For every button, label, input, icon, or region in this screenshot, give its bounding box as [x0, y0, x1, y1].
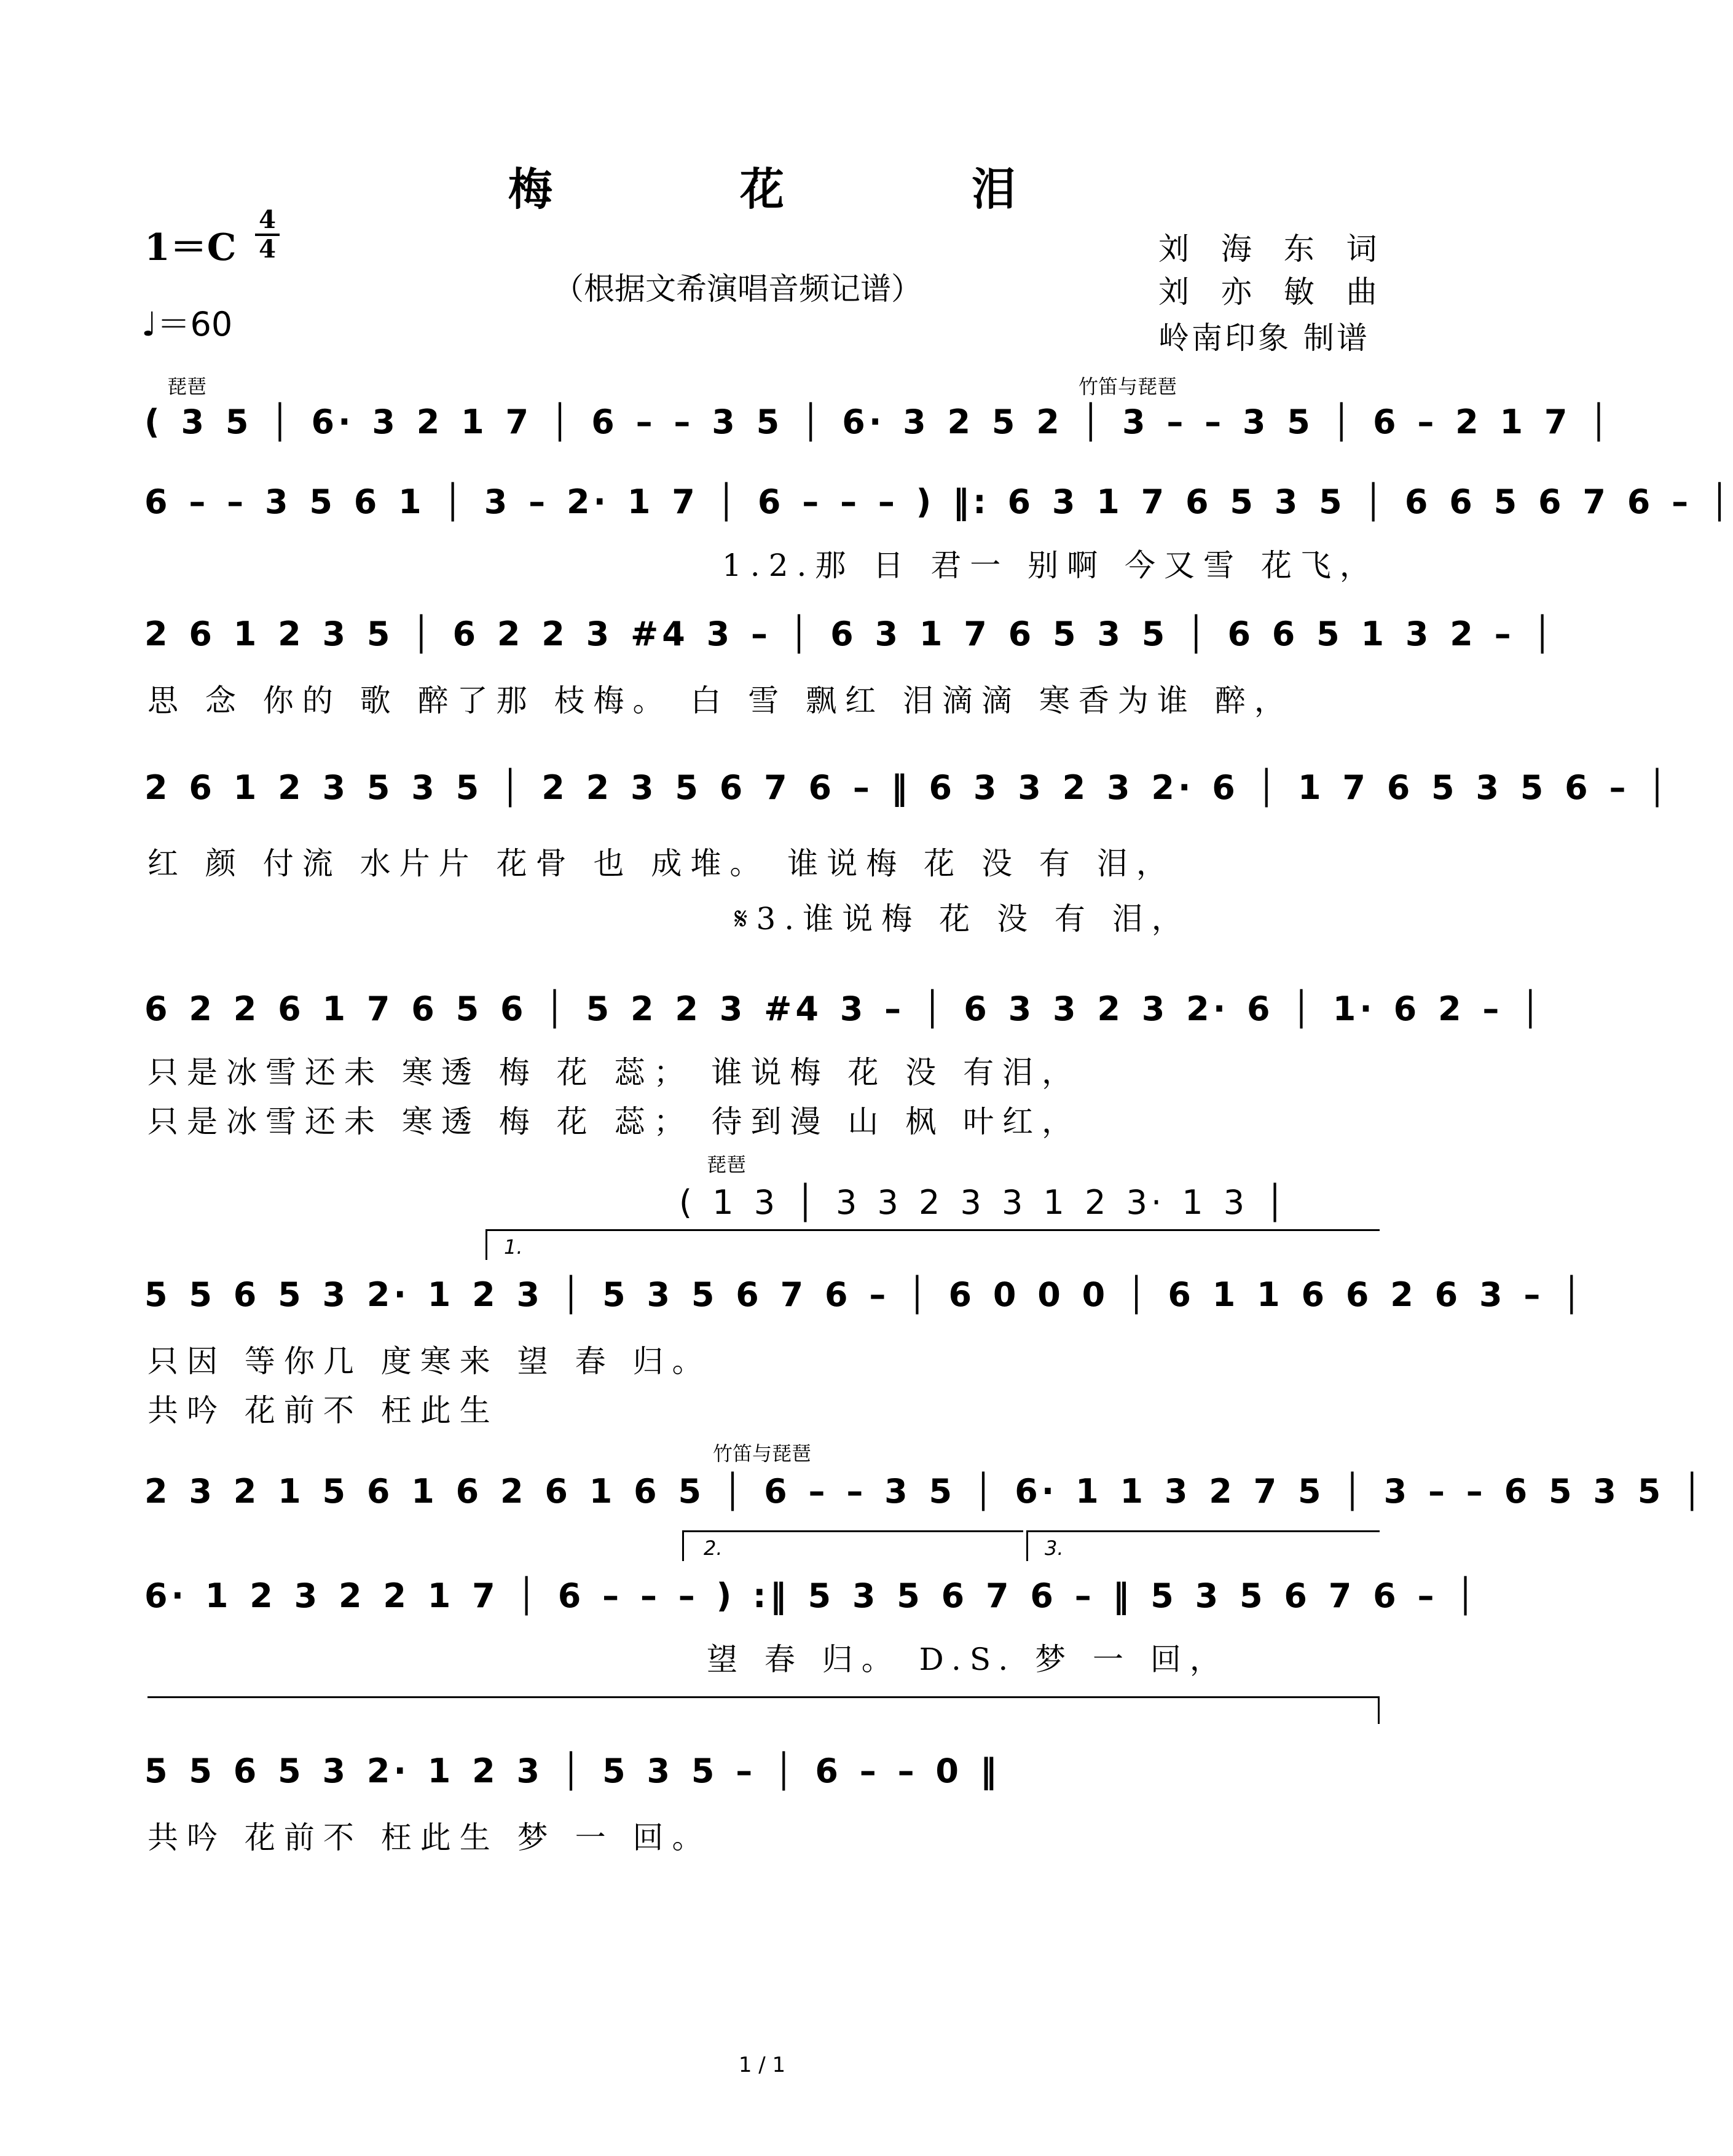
page-number: 1 / 1 [738, 2053, 786, 2077]
song-title: 梅 花 泪 [508, 163, 1102, 215]
score-row-7: 2 3 2 1 5 6 1 6 2 6 1 6 5 │ 6 – – 3 5 │ 6· 1 1 3 2 7 5 │ 3 – – 6 5 3 5 │ [144, 1472, 1706, 1511]
composer-credit: 刘 亦 敏 曲 [1158, 274, 1388, 310]
score-row-6-instrumental: ( 1 3 │ 3 3 2 3 3 1 2 3· 1 3 │ [679, 1183, 1289, 1222]
lyric-row-9: 共吟 花前不 枉此生 梦 一 回。 [147, 1820, 712, 1855]
lyric-row-8: 望 春 归。 D.S. 梦 一 回， [707, 1642, 1229, 1677]
score-row-4: 2 6 1 2 3 5 3 5 │ 2 2 3 5 6 7 6 – ‖ 6 3 3 2 3 2· 6 │ 1 7 6 5 3 5 6 – │ [144, 768, 1671, 807]
score-row-2: 6 – – 3 5 6 1 │ 3 – 2· 1 7 │ 6 – – – ) ‖: 6 3 1 7 6 5 3 5 │ 6 6 5 6 7 6 – │ [144, 482, 1733, 521]
arranger-credit: 岭南印象 制谱 [1158, 320, 1370, 356]
score-row-9: 5 5 6 5 3 2· 1 2 3 │ 5 3 5 – │ 6 – – 0 ‖ [144, 1752, 1000, 1790]
score-row-6: 5 5 6 5 3 2· 1 2 3 │ 5 3 5 6 7 6 – │ 6 0 0 0 │ 6 1 1 6 6 2 6 3 – │ [144, 1275, 1586, 1314]
ending-2-label: 2. [704, 1536, 723, 1560]
lyric-row-4b: 𝄋3.谁说梅 花 没 有 泪， [734, 901, 1191, 937]
score-row-5: 6 2 2 6 1 7 6 5 6 │ 5 2 2 3 #4 3 – │ 6 3 3 2 3 2· 6 │ 1· 6 2 – │ [144, 989, 1544, 1028]
volta-bracket-2 [682, 1530, 1023, 1532]
volta-bracket-final-right [1378, 1696, 1380, 1724]
volta-bracket-final [147, 1696, 1380, 1698]
instrument-label-dizi-pipa: 竹笛与琵琶 [1079, 375, 1177, 398]
volta-bracket-3 [1026, 1530, 1380, 1532]
volta-bracket-1-left [485, 1229, 487, 1260]
lyricist-credit: 刘 海 东 词 [1158, 231, 1388, 267]
ending-1-label: 1. [504, 1235, 523, 1259]
score-row-1: ( 3 5 │ 6· 3 2 1 7 │ 6 – – 3 5 │ 6· 3 2 5 2 │ 3 – – 3 5 │ 6 – 2 1 7 │ [144, 403, 1613, 441]
instrument-label-pipa: 琵琶 [167, 375, 207, 398]
volta-bracket-3-left [1026, 1530, 1028, 1561]
time-signature-bottom: 4 [259, 235, 276, 264]
lyric-row-5a: 只是冰雪还未 寒透 梅 花 蕊； 谁说梅 花 没 有泪， [147, 1055, 1082, 1090]
time-signature [255, 205, 280, 264]
subtitle: （根据文希演唱音频记谱） [553, 271, 922, 307]
instrument-label-dizi-pipa-2: 竹笛与琵琶 [713, 1442, 812, 1465]
lyric-row-6b: 共吟 花前不 枉此生 [147, 1393, 499, 1428]
lyric-row-2: 1.2.那 日 君一 别啊 今又雪 花飞， [722, 548, 1379, 583]
lyric-row-4a: 红 颜 付流 水片片 花骨 也 成堆。 谁说梅 花 没 有 泪， [147, 846, 1176, 881]
volta-bracket-1 [485, 1229, 1380, 1231]
lyric-row-3: 思 念 你的 歌 醉了那 枝梅。 白 雪 飘红 泪滴滴 寒香为谁 醉， [147, 683, 1294, 718]
score-row-8: 6· 1 2 3 2 2 1 7 │ 6 – – – ) :‖ 5 3 5 6 7 6 – ‖ 5 3 5 6 7 6 – │ [144, 1576, 1479, 1615]
key-signature: 1＝C [144, 226, 237, 269]
ending-3-label: 3. [1045, 1536, 1064, 1560]
lyric-row-5b: 只是冰雪还未 寒透 梅 花 蕊； 待到漫 山 枫 叶红， [147, 1104, 1082, 1139]
score-row-3: 2 6 1 2 3 5 │ 6 2 2 3 #4 3 – │ 6 3 1 7 6 5 3 5 │ 6 6 5 1 3 2 – │ [144, 615, 1556, 653]
time-signature-top: 4 [259, 205, 276, 234]
instrument-label-pipa-2: 琵琶 [707, 1153, 747, 1176]
lyric-row-6a: 只因 等你几 度寒来 望 春 归。 [147, 1344, 712, 1379]
tempo-marking: ♩＝60 [141, 305, 233, 344]
volta-bracket-2-left [682, 1530, 684, 1561]
